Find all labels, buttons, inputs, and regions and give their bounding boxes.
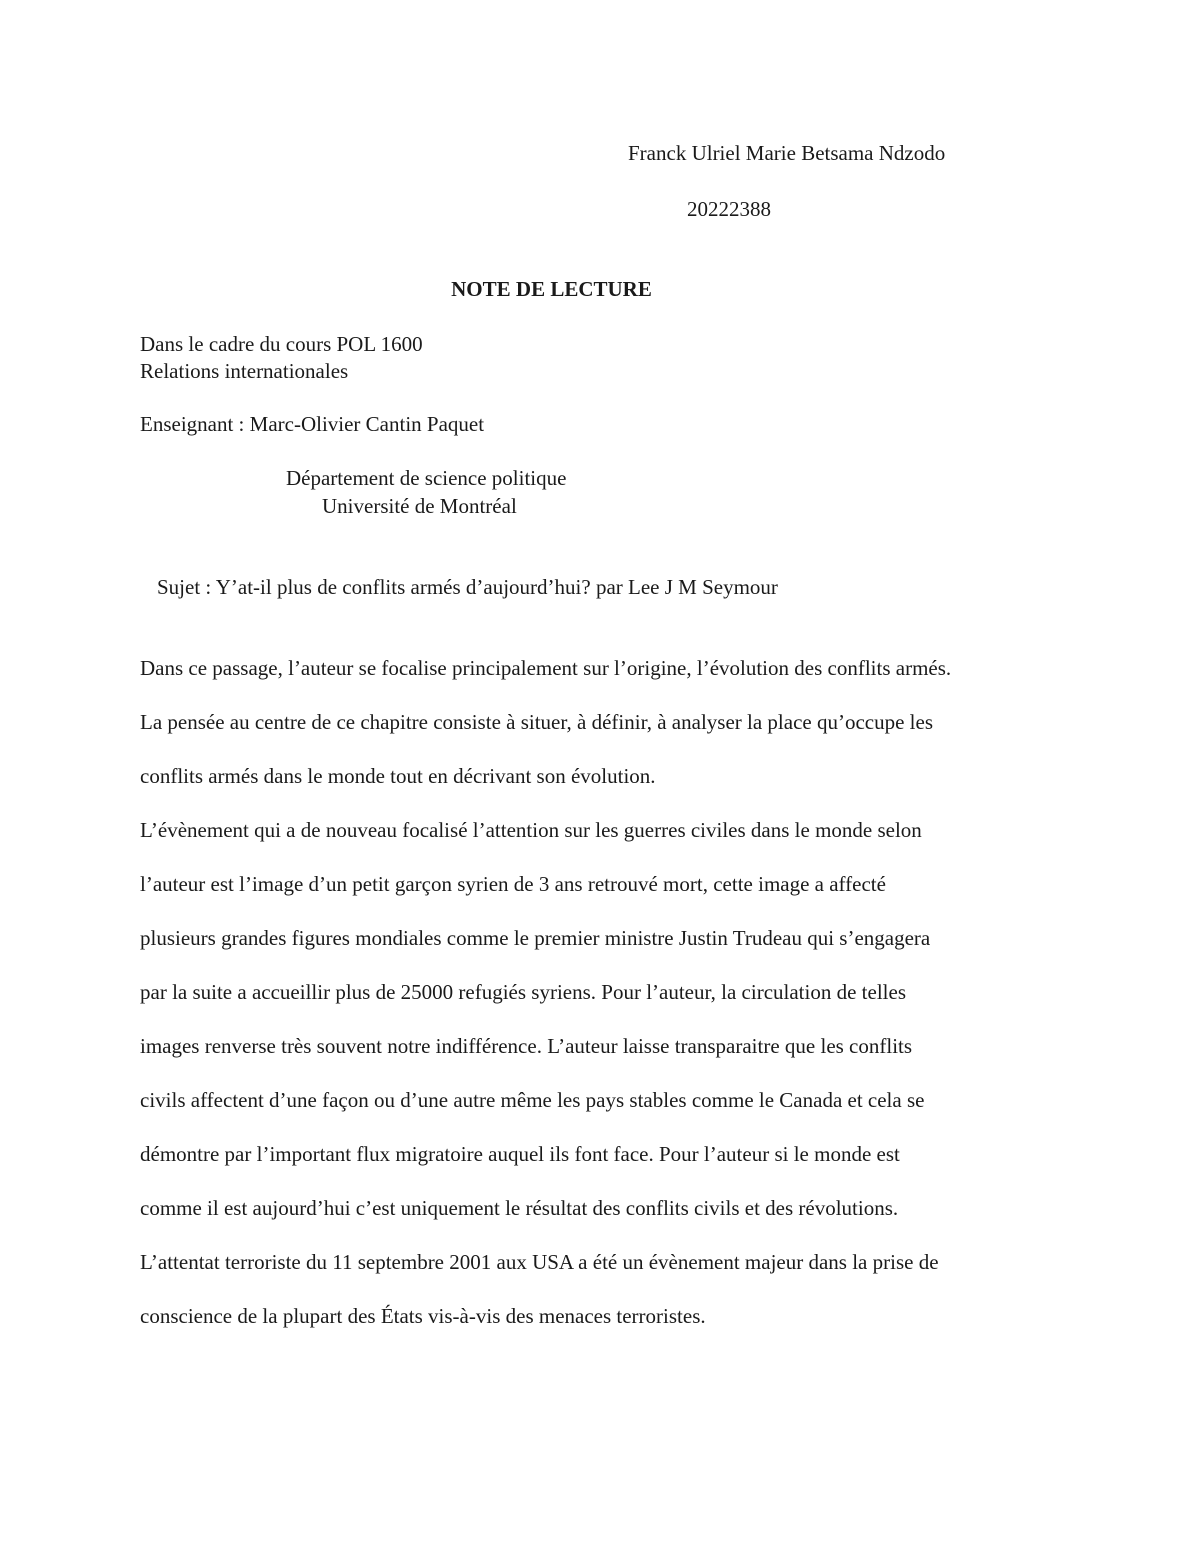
body-line: civils affectent d’une façon ou d’une autre même les pays stables comme le Canada et cela se — [140, 1088, 925, 1112]
body-line: l’auteur est l’image d’un petit garçon syrien de 3 ans retrouvé mort, cette image a affecté — [140, 872, 886, 896]
subject-line: Sujet : Y’at-il plus de conflits armés d’aujourd’hui? par Lee J M Seymour — [157, 575, 778, 599]
body-line: La pensée au centre de ce chapitre consiste à situer, à définir, à analyser la place qu’occupe les — [140, 710, 933, 734]
author-name: Franck Ulriel Marie Betsama Ndzodo — [628, 141, 946, 165]
body-line: conflits armés dans le monde tout en décrivant son évolution. — [140, 764, 656, 788]
body-line: par la suite a accueillir plus de 25000 refugiés syriens. Pour l’auteur, la circulation de telles — [140, 980, 906, 1004]
body-line: plusieurs grandes figures mondiales comme le premier ministre Justin Trudeau qui s’engagera — [140, 926, 931, 950]
department: Département de science politique — [286, 466, 567, 490]
body-line: Dans ce passage, l’auteur se focalise principalement sur l’origine, l’évolution des conflits armés. — [140, 656, 952, 680]
body-line: démontre par l’important flux migratoire auquel ils font face. Pour l’auteur si le monde est — [140, 1142, 900, 1166]
course-name: Relations internationales — [140, 359, 349, 383]
body-line: L’évènement qui a de nouveau focalisé l’attention sur les guerres civiles dans le monde selon — [140, 818, 922, 842]
body-line: L’attentat terroriste du 11 septembre 2001 aux USA a été un évènement majeur dans la prise de — [140, 1250, 939, 1274]
teacher-line: Enseignant : Marc-Olivier Cantin Paquet — [140, 412, 485, 436]
body-line: images renverse très souvent notre indifférence. L’auteur laisse transparaitre que les conflits — [140, 1034, 913, 1058]
document-title: NOTE DE LECTURE — [451, 277, 652, 301]
university: Université de Montréal — [322, 494, 517, 518]
body-line: comme il est aujourd’hui c’est uniquement le résultat des conflits civils et des révolutions. — [140, 1196, 899, 1220]
student-id: 20222388 — [687, 197, 771, 221]
course-line: Dans le cadre du cours POL 1600 — [140, 332, 423, 356]
body-line: conscience de la plupart des États vis-à-vis des menaces terroristes. — [140, 1304, 706, 1328]
body-paragraph — [140, 655, 1060, 1357]
